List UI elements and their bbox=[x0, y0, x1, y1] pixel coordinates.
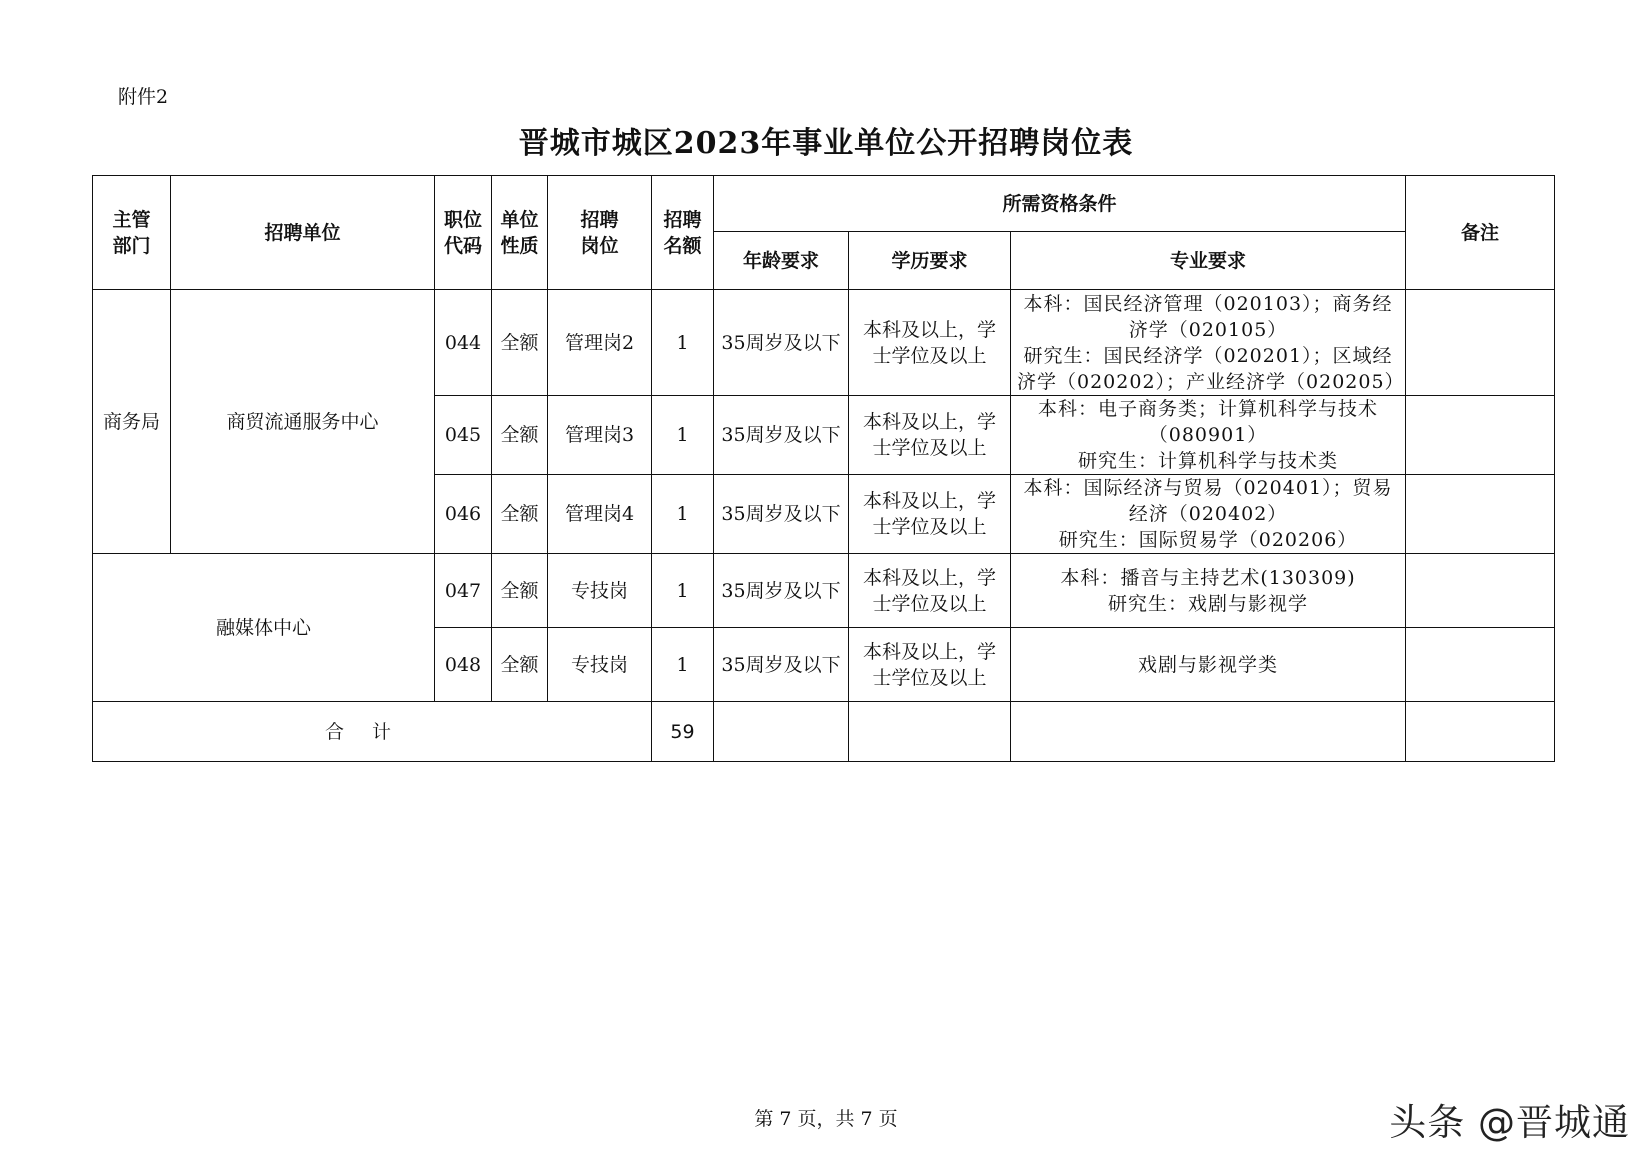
post-cell: 管理岗3 bbox=[548, 396, 652, 475]
count-cell: 1 bbox=[652, 554, 714, 628]
education-cell: 本科及以上，学士学位及以上 bbox=[849, 628, 1011, 702]
col-header-code: 职位 代码 bbox=[435, 176, 492, 290]
age-cell: 35周岁及以下 bbox=[714, 554, 849, 628]
col-header-nature: 单位 性质 bbox=[492, 176, 548, 290]
col-header-major: 专业要求 bbox=[1011, 232, 1406, 290]
dept-cell: 商务局 bbox=[93, 290, 171, 554]
total-label: 合计 bbox=[93, 702, 652, 762]
code-cell: 048 bbox=[435, 628, 492, 702]
major-cell: 本科：播音与主持艺术(130309) 研究生：戏剧与影视学 bbox=[1011, 554, 1406, 628]
empty-cell bbox=[714, 702, 849, 762]
post-cell: 管理岗4 bbox=[548, 475, 652, 554]
nature-cell: 全额 bbox=[492, 290, 548, 396]
page-footer: 第 7 页，共 7 页 bbox=[754, 1108, 898, 1130]
col-header-remarks: 备注 bbox=[1406, 176, 1555, 290]
code-cell: 044 bbox=[435, 290, 492, 396]
major-cell: 戏剧与影视学类 bbox=[1011, 628, 1406, 702]
count-cell: 1 bbox=[652, 628, 714, 702]
unit-cell: 商贸流通服务中心 bbox=[171, 290, 435, 554]
remarks-cell bbox=[1406, 554, 1555, 628]
age-cell: 35周岁及以下 bbox=[714, 628, 849, 702]
education-cell: 本科及以上，学士学位及以上 bbox=[849, 475, 1011, 554]
col-header-qualifications: 所需资格条件 bbox=[714, 176, 1406, 232]
col-header-education: 学历要求 bbox=[849, 232, 1011, 290]
major-cell: 本科：电子商务类；计算机科学与技术（080901） 研究生：计算机科学与技术类 bbox=[1011, 396, 1406, 475]
count-cell: 1 bbox=[652, 290, 714, 396]
remarks-cell bbox=[1406, 475, 1555, 554]
col-header-count: 招聘 名额 bbox=[652, 176, 714, 290]
code-cell: 045 bbox=[435, 396, 492, 475]
remarks-cell bbox=[1406, 628, 1555, 702]
post-cell: 专技岗 bbox=[548, 628, 652, 702]
nature-cell: 全额 bbox=[492, 475, 548, 554]
count-cell: 1 bbox=[652, 475, 714, 554]
code-cell: 047 bbox=[435, 554, 492, 628]
page-title: 晋城市城区2023年事业单位公开招聘岗位表 bbox=[518, 126, 1134, 161]
age-cell: 35周岁及以下 bbox=[714, 475, 849, 554]
table-row bbox=[93, 290, 1555, 396]
major-cell: 本科：国民经济管理（020103）；商务经济学（020105） 研究生：国民经济学（020201）；区域经济学（020202）；产业经济学（020205） bbox=[1011, 290, 1406, 396]
nature-cell: 全额 bbox=[492, 628, 548, 702]
post-cell: 专技岗 bbox=[548, 554, 652, 628]
total-row bbox=[93, 702, 1555, 762]
education-cell: 本科及以上，学士学位及以上 bbox=[849, 554, 1011, 628]
col-header-age: 年龄要求 bbox=[714, 232, 849, 290]
empty-cell bbox=[849, 702, 1011, 762]
post-cell: 管理岗2 bbox=[548, 290, 652, 396]
nature-cell: 全额 bbox=[492, 396, 548, 475]
remarks-cell bbox=[1406, 396, 1555, 475]
age-cell: 35周岁及以下 bbox=[714, 396, 849, 475]
education-cell: 本科及以上，学士学位及以上 bbox=[849, 290, 1011, 396]
remarks-cell bbox=[1406, 290, 1555, 396]
recruitment-table bbox=[92, 175, 1555, 762]
col-header-unit: 招聘单位 bbox=[171, 176, 435, 290]
nature-cell: 全额 bbox=[492, 554, 548, 628]
table-row bbox=[93, 554, 1555, 628]
col-header-post: 招聘 岗位 bbox=[548, 176, 652, 290]
empty-cell bbox=[1406, 702, 1555, 762]
empty-cell bbox=[1011, 702, 1406, 762]
total-count: 59 bbox=[652, 702, 714, 762]
count-cell: 1 bbox=[652, 396, 714, 475]
major-cell: 本科：国际经济与贸易（020401）；贸易经济（020402） 研究生：国际贸易学（020206） bbox=[1011, 475, 1406, 554]
education-cell: 本科及以上，学士学位及以上 bbox=[849, 396, 1011, 475]
code-cell: 046 bbox=[435, 475, 492, 554]
unit-cell: 融媒体中心 bbox=[93, 554, 435, 702]
watermark: 头条 @晋城通 bbox=[1389, 1101, 1630, 1144]
attachment-label: 附件2 bbox=[118, 86, 169, 108]
col-header-dept: 主管 部门 bbox=[93, 176, 171, 290]
age-cell: 35周岁及以下 bbox=[714, 290, 849, 396]
